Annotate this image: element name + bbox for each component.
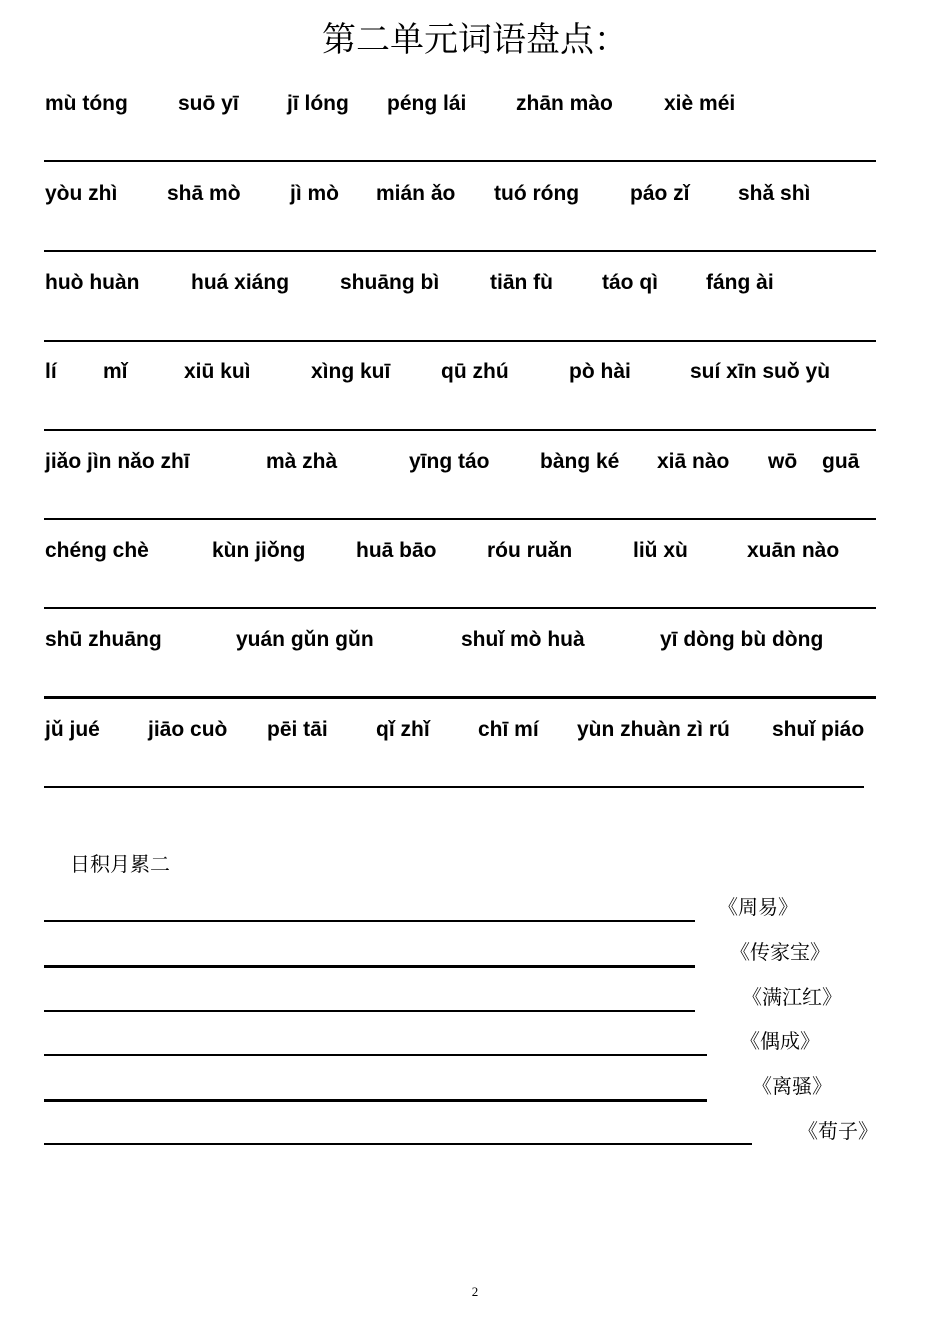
answer-line (44, 607, 876, 609)
page-number: 2 (471, 1284, 479, 1299)
recitation-line (44, 965, 695, 968)
source-label: 《满江红》 (742, 985, 842, 1009)
answer-line (44, 696, 876, 699)
pinyin-word: péng lái (387, 92, 467, 115)
recitation-line (44, 920, 695, 922)
pinyin-word: huā bāo (356, 539, 437, 562)
pinyin-word: bàng ké (540, 450, 620, 473)
pinyin-word: xuān nào (747, 539, 840, 562)
pinyin-word: pēi tāi (267, 718, 328, 741)
recitation-line (44, 1010, 695, 1012)
pinyin-word: jī lóng (287, 92, 349, 115)
pinyin-row-3 (0, 269, 950, 309)
pinyin-word: qū zhú (441, 360, 509, 383)
pinyin-word: jì mò (290, 182, 340, 205)
source-label: 《周易》 (718, 895, 798, 919)
pinyin-word: jiāo cuò (148, 718, 228, 741)
pinyin-word: lí (45, 360, 57, 383)
pinyin-word: qǐ zhǐ (376, 718, 430, 741)
answer-line (44, 160, 876, 162)
source-label: 《偶成》 (740, 1029, 820, 1053)
pinyin-word: táo qì (602, 271, 658, 294)
pinyin-row-8 (0, 716, 950, 756)
pinyin-word: liǔ xù (633, 539, 688, 562)
pinyin-word: tuó róng (494, 182, 580, 205)
recitation-line (44, 1099, 707, 1102)
pinyin-word: jǔ jué (45, 718, 100, 741)
answer-line (44, 518, 876, 520)
pinyin-word: fáng ài (706, 271, 774, 294)
source-label: 《荀子》 (798, 1119, 878, 1143)
pinyin-word: shǎ shì (738, 182, 811, 205)
pinyin-row-2 (0, 180, 950, 220)
pinyin-word: mà zhà (266, 450, 338, 473)
pinyin-word: suō yī (178, 92, 239, 115)
pinyin-word: róu ruǎn (487, 539, 573, 562)
pinyin-row-5 (0, 448, 950, 488)
pinyin-word: yīng táo (409, 450, 490, 473)
answer-line (44, 429, 876, 431)
page-title: 第二单元词语盘点： (322, 20, 628, 60)
pinyin-word: shū zhuāng (45, 628, 162, 651)
pinyin-word: shuǐ mò huà (461, 628, 585, 651)
pinyin-word: huò huàn (45, 271, 140, 294)
pinyin-word: mǐ (103, 360, 128, 383)
pinyin-word: pò hài (569, 360, 631, 383)
pinyin-word: shuǐ piáo (772, 718, 865, 741)
pinyin-word: shā mò (167, 182, 241, 205)
pinyin-word: mián ǎo (376, 182, 456, 205)
pinyin-word: páo zǐ (630, 182, 690, 205)
pinyin-word: chī mí (478, 718, 539, 741)
pinyin-word: xìng kuī (311, 360, 391, 383)
answer-line (44, 340, 876, 342)
pinyin-row-4 (0, 358, 950, 398)
pinyin-row-6 (0, 537, 950, 577)
pinyin-word: jiǎo jìn nǎo zhī (45, 450, 190, 473)
pinyin-word: guā (822, 450, 860, 473)
pinyin-word: xiè méi (664, 92, 736, 115)
pinyin-word: kùn jiǒng (212, 539, 306, 562)
answer-line (44, 786, 864, 788)
pinyin-word: xiā nào (657, 450, 730, 473)
answer-line (44, 250, 876, 252)
source-label: 《离骚》 (752, 1074, 832, 1098)
pinyin-word: suí xīn suǒ yù (690, 360, 831, 383)
pinyin-word: yī dòng bù dòng (660, 628, 824, 651)
pinyin-word: yuán gǔn gǔn (236, 628, 374, 651)
recitation-line (44, 1054, 707, 1056)
pinyin-word: yùn zhuàn zì rú (577, 718, 730, 741)
pinyin-word: xiū kuì (184, 360, 251, 383)
pinyin-row-7 (0, 626, 950, 666)
pinyin-word: wō (768, 450, 798, 473)
pinyin-word: tiān fù (490, 271, 553, 294)
pinyin-word: huá xiáng (191, 271, 290, 294)
pinyin-row-1 (0, 90, 950, 130)
pinyin-word: mù tóng (45, 92, 128, 115)
pinyin-word: chéng chè (45, 539, 149, 562)
source-label: 《传家宝》 (730, 940, 830, 964)
recitation-line (44, 1143, 752, 1145)
pinyin-word: yòu zhì (45, 182, 118, 205)
pinyin-word: zhān mào (516, 92, 613, 115)
pinyin-word: shuāng bì (340, 271, 440, 294)
section-heading: 日积月累二 (70, 852, 170, 876)
